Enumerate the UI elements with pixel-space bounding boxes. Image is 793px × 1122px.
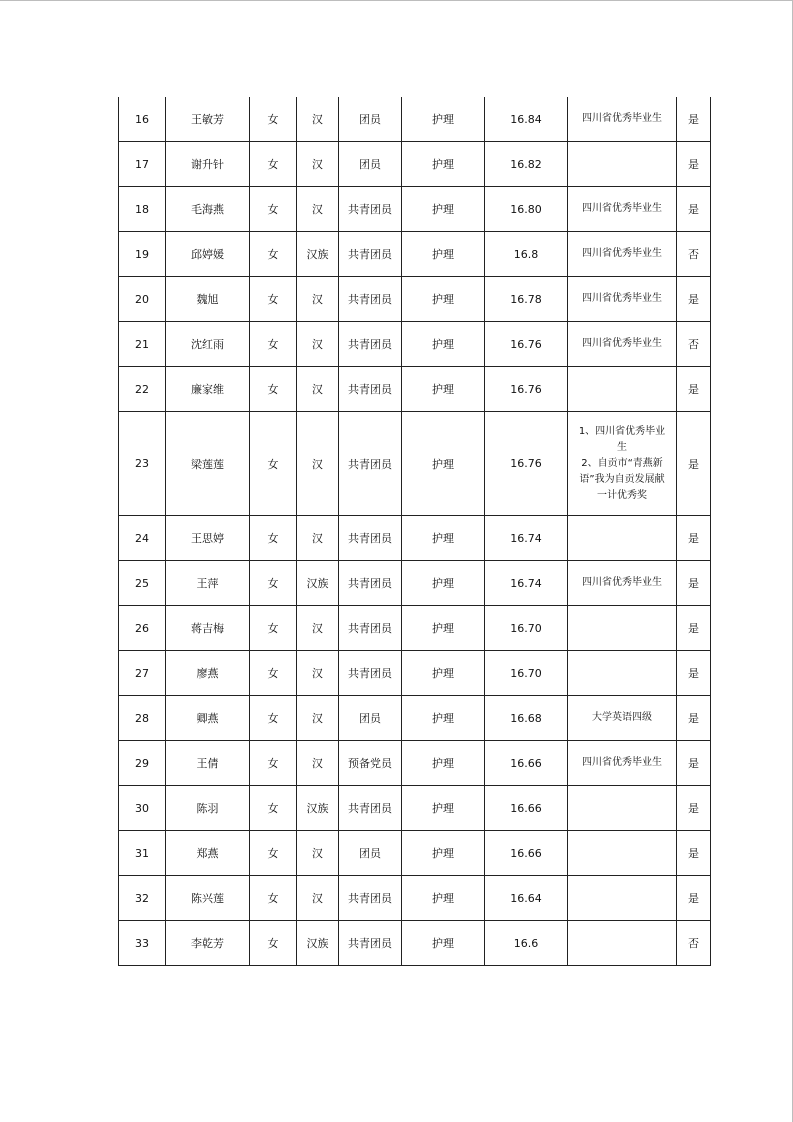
cell-score: 16.78 <box>485 277 568 322</box>
cell-result: 是 <box>677 142 711 187</box>
table-row <box>119 651 711 696</box>
table-row <box>119 921 711 966</box>
cell-score: 16.76 <box>485 322 568 367</box>
cell-major: 护理 <box>402 187 485 232</box>
cell-major: 护理 <box>402 97 485 142</box>
cell-notes <box>568 187 677 232</box>
cell-number: 30 <box>119 786 166 831</box>
cell-score: 16.70 <box>485 606 568 651</box>
cell-major: 护理 <box>402 322 485 367</box>
cell-gender: 女 <box>250 277 297 322</box>
table-body <box>119 97 711 966</box>
cell-political-status: 共青团员 <box>339 187 402 232</box>
cell-political-status: 共青团员 <box>339 412 402 516</box>
cell-number: 26 <box>119 606 166 651</box>
note-line: 1、四川省优秀毕业 <box>578 425 666 437</box>
cell-ethnicity: 汉 <box>297 696 339 741</box>
cell-political-status: 共青团员 <box>339 367 402 412</box>
note-line: 2、自贡市“青燕新 <box>581 457 663 469</box>
cell-notes <box>568 741 677 786</box>
cell-ethnicity: 汉 <box>297 142 339 187</box>
cell-result: 是 <box>677 741 711 786</box>
cell-score: 16.8 <box>485 232 568 277</box>
cell-name: 沈红雨 <box>166 322 250 367</box>
cell-notes <box>568 142 677 187</box>
cell-major: 护理 <box>402 516 485 561</box>
cell-ethnicity: 汉 <box>297 741 339 786</box>
cell-political-status: 团员 <box>339 831 402 876</box>
note-line: 四川省优秀毕业生 <box>582 293 662 304</box>
cell-major: 护理 <box>402 651 485 696</box>
cell-number: 31 <box>119 831 166 876</box>
cell-result: 是 <box>677 277 711 322</box>
cell-score: 16.6 <box>485 921 568 966</box>
cell-major: 护理 <box>402 606 485 651</box>
cell-ethnicity: 汉 <box>297 367 339 412</box>
cell-number: 33 <box>119 921 166 966</box>
table-row <box>119 606 711 651</box>
cell-score: 16.70 <box>485 651 568 696</box>
cell-result: 是 <box>677 561 711 606</box>
cell-ethnicity: 汉 <box>297 277 339 322</box>
cell-result: 是 <box>677 876 711 921</box>
cell-political-status: 共青团员 <box>339 606 402 651</box>
cell-ethnicity: 汉 <box>297 187 339 232</box>
cell-result: 否 <box>677 232 711 277</box>
cell-score: 16.66 <box>485 786 568 831</box>
cell-gender: 女 <box>250 322 297 367</box>
table-row <box>119 97 711 142</box>
table-row <box>119 412 711 516</box>
cell-political-status: 共青团员 <box>339 232 402 277</box>
cell-name: 王倩 <box>166 741 250 786</box>
cell-gender: 女 <box>250 516 297 561</box>
cell-political-status: 共青团员 <box>339 876 402 921</box>
cell-score: 16.76 <box>485 412 568 516</box>
note-line: 一计优秀奖 <box>597 489 647 501</box>
cell-number: 19 <box>119 232 166 277</box>
cell-score: 16.66 <box>485 741 568 786</box>
cell-result: 是 <box>677 97 711 142</box>
cell-ethnicity: 汉族 <box>297 232 339 277</box>
cell-result: 否 <box>677 921 711 966</box>
cell-notes <box>568 367 677 412</box>
cell-gender: 女 <box>250 367 297 412</box>
cell-score: 16.68 <box>485 696 568 741</box>
table-row <box>119 876 711 921</box>
cell-notes <box>568 696 677 741</box>
table-row <box>119 786 711 831</box>
cell-name: 卿燕 <box>166 696 250 741</box>
note-line: 四川省优秀毕业生 <box>582 757 662 768</box>
cell-score: 16.66 <box>485 831 568 876</box>
cell-major: 护理 <box>402 142 485 187</box>
cell-political-status: 团员 <box>339 696 402 741</box>
cell-gender: 女 <box>250 561 297 606</box>
cell-score: 16.82 <box>485 142 568 187</box>
cell-result: 是 <box>677 516 711 561</box>
cell-result: 是 <box>677 786 711 831</box>
cell-number: 16 <box>119 97 166 142</box>
note-line: 大学英语四级 <box>592 712 652 723</box>
cell-gender: 女 <box>250 786 297 831</box>
cell-name: 李乾芳 <box>166 921 250 966</box>
cell-political-status: 共青团员 <box>339 561 402 606</box>
cell-number: 32 <box>119 876 166 921</box>
cell-notes <box>568 277 677 322</box>
cell-score: 16.64 <box>485 876 568 921</box>
note-line: 语”我为自贡发展献 <box>579 473 665 485</box>
cell-major: 护理 <box>402 412 485 516</box>
cell-name: 毛海燕 <box>166 187 250 232</box>
cell-gender: 女 <box>250 142 297 187</box>
table-row <box>119 142 711 187</box>
cell-major: 护理 <box>402 696 485 741</box>
cell-gender: 女 <box>250 232 297 277</box>
cell-number: 27 <box>119 651 166 696</box>
cell-major: 护理 <box>402 786 485 831</box>
cell-notes <box>568 516 677 561</box>
cell-ethnicity: 汉族 <box>297 561 339 606</box>
table-row <box>119 277 711 322</box>
cell-name: 陈兴莲 <box>166 876 250 921</box>
note-line: 四川省优秀毕业生 <box>582 203 662 214</box>
cell-name: 谢升针 <box>166 142 250 187</box>
cell-name: 王思婷 <box>166 516 250 561</box>
cell-political-status: 团员 <box>339 142 402 187</box>
cell-political-status: 共青团员 <box>339 921 402 966</box>
cell-number: 18 <box>119 187 166 232</box>
cell-major: 护理 <box>402 561 485 606</box>
cell-gender: 女 <box>250 651 297 696</box>
cell-notes <box>568 831 677 876</box>
cell-ethnicity: 汉 <box>297 516 339 561</box>
cell-major: 护理 <box>402 831 485 876</box>
cell-name: 邱婷媛 <box>166 232 250 277</box>
cell-notes <box>568 606 677 651</box>
cell-gender: 女 <box>250 831 297 876</box>
cell-number: 28 <box>119 696 166 741</box>
cell-notes <box>568 322 677 367</box>
cell-notes <box>568 651 677 696</box>
cell-gender: 女 <box>250 97 297 142</box>
cell-ethnicity: 汉族 <box>297 786 339 831</box>
cell-result: 是 <box>677 367 711 412</box>
cell-gender: 女 <box>250 696 297 741</box>
table-row <box>119 322 711 367</box>
cell-notes <box>568 561 677 606</box>
cell-score: 16.74 <box>485 516 568 561</box>
cell-major: 护理 <box>402 232 485 277</box>
cell-result: 是 <box>677 831 711 876</box>
cell-result: 是 <box>677 606 711 651</box>
table-row <box>119 516 711 561</box>
cell-notes <box>568 921 677 966</box>
table-row <box>119 696 711 741</box>
cell-score: 16.74 <box>485 561 568 606</box>
table-row <box>119 561 711 606</box>
cell-major: 护理 <box>402 367 485 412</box>
cell-notes <box>568 786 677 831</box>
cell-ethnicity: 汉 <box>297 651 339 696</box>
cell-ethnicity: 汉族 <box>297 921 339 966</box>
cell-score: 16.84 <box>485 97 568 142</box>
note-line: 四川省优秀毕业生 <box>582 338 662 349</box>
cell-major: 护理 <box>402 741 485 786</box>
cell-ethnicity: 汉 <box>297 876 339 921</box>
cell-ethnicity: 汉 <box>297 831 339 876</box>
cell-result: 是 <box>677 651 711 696</box>
cell-ethnicity: 汉 <box>297 412 339 516</box>
cell-number: 29 <box>119 741 166 786</box>
candidate-table <box>118 97 711 966</box>
cell-result: 是 <box>677 696 711 741</box>
cell-score: 16.80 <box>485 187 568 232</box>
cell-political-status: 共青团员 <box>339 277 402 322</box>
table-row <box>119 367 711 412</box>
note-line: 生 <box>617 441 627 453</box>
cell-name: 廉家维 <box>166 367 250 412</box>
cell-notes <box>568 232 677 277</box>
table-row <box>119 741 711 786</box>
cell-gender: 女 <box>250 412 297 516</box>
cell-political-status: 共青团员 <box>339 322 402 367</box>
table-row <box>119 232 711 277</box>
cell-political-status: 共青团员 <box>339 651 402 696</box>
cell-name: 蒋吉梅 <box>166 606 250 651</box>
note-line: 四川省优秀毕业生 <box>582 577 662 588</box>
cell-name: 陈羽 <box>166 786 250 831</box>
cell-major: 护理 <box>402 921 485 966</box>
cell-major: 护理 <box>402 277 485 322</box>
cell-score: 16.76 <box>485 367 568 412</box>
cell-political-status: 共青团员 <box>339 786 402 831</box>
cell-result: 是 <box>677 412 711 516</box>
cell-name: 梁莲莲 <box>166 412 250 516</box>
cell-name: 魏旭 <box>166 277 250 322</box>
cell-number: 17 <box>119 142 166 187</box>
cell-number: 23 <box>119 412 166 516</box>
cell-notes <box>568 97 677 142</box>
cell-name: 廖燕 <box>166 651 250 696</box>
table-row <box>119 187 711 232</box>
cell-number: 21 <box>119 322 166 367</box>
cell-notes <box>568 412 677 516</box>
cell-political-status: 共青团员 <box>339 516 402 561</box>
cell-ethnicity: 汉 <box>297 606 339 651</box>
cell-ethnicity: 汉 <box>297 97 339 142</box>
cell-result: 是 <box>677 187 711 232</box>
table-row <box>119 831 711 876</box>
cell-political-status: 团员 <box>339 97 402 142</box>
cell-notes <box>568 876 677 921</box>
cell-gender: 女 <box>250 876 297 921</box>
cell-political-status: 预备党员 <box>339 741 402 786</box>
cell-gender: 女 <box>250 606 297 651</box>
cell-number: 20 <box>119 277 166 322</box>
cell-number: 25 <box>119 561 166 606</box>
cell-number: 22 <box>119 367 166 412</box>
cell-major: 护理 <box>402 876 485 921</box>
note-line: 四川省优秀毕业生 <box>582 113 662 124</box>
cell-ethnicity: 汉 <box>297 322 339 367</box>
note-line: 四川省优秀毕业生 <box>582 248 662 259</box>
cell-name: 郑燕 <box>166 831 250 876</box>
cell-gender: 女 <box>250 741 297 786</box>
cell-gender: 女 <box>250 187 297 232</box>
cell-result: 否 <box>677 322 711 367</box>
cell-name: 王敏芳 <box>166 97 250 142</box>
cell-number: 24 <box>119 516 166 561</box>
cell-gender: 女 <box>250 921 297 966</box>
cell-name: 王萍 <box>166 561 250 606</box>
